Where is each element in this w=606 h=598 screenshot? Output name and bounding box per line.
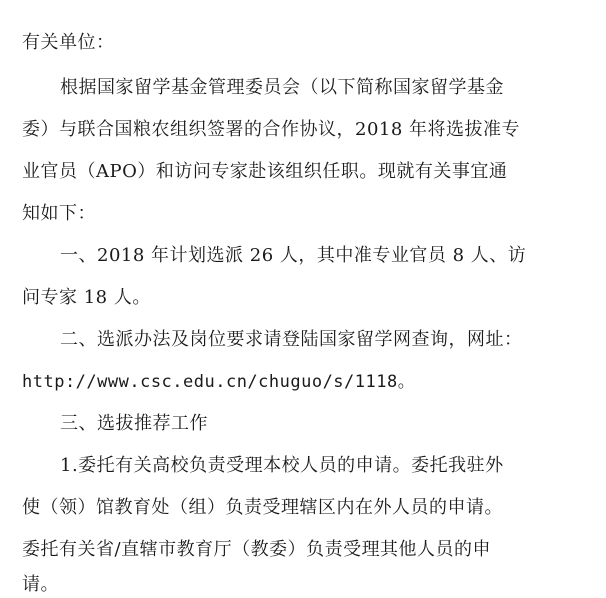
paragraph-line-1: 根据国家留学基金管理委员会（以下简称国家留学基金 [60,77,504,98]
section-heading: 三、选拔推荐工作 [60,413,208,434]
url-line: http://www.csc.edu.cn/chuguo/s/1118。 [22,372,416,392]
paragraph-line-4: 知如下： [22,203,96,224]
paragraph-line-10: 1.委托有关高校负责受理本校人员的申请。委托我驻外 [60,455,504,476]
paragraph-line-2: 委）与联合国粮农组织签署的合作协议，2018 年将选拔准专 [22,119,521,140]
paragraph-line-6: 问专家 18 人。 [22,287,151,308]
paragraph-line-13: 请。 [22,574,59,595]
paragraph-line-12: 委托有关省/直辖市教育厅（教委）负责受理其他人员的申 [22,539,492,560]
cropped-title [180,0,390,6]
paragraph-line-5: 一、2018 年计划选派 26 人，其中准专业官员 8 人、访 [60,245,527,266]
paragraph-line-3: 业官员（APO）和访问专家赴该组织任职。现就有关事宜通 [22,161,508,182]
salutation: 有关单位： [22,32,115,53]
paragraph-line-11: 使（领）馆教育处（组）负责受理辖区内在外人员的申请。 [22,497,503,518]
paragraph-line-7: 二、选派办法及岗位要求请登陆国家留学网查询，网址： [60,329,523,350]
